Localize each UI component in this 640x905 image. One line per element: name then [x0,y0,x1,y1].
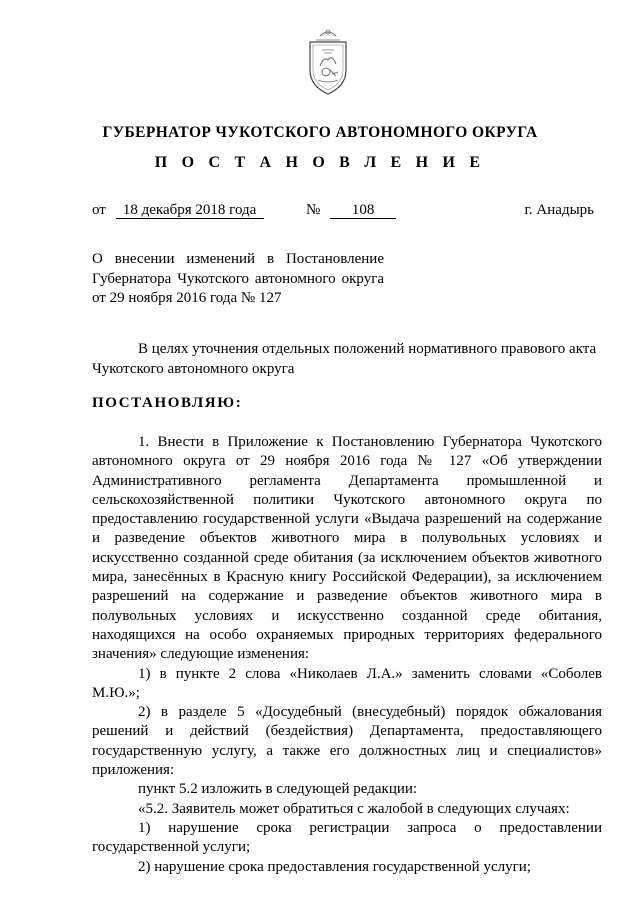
subject-block [92,250,384,309]
preamble [92,340,602,379]
subject-line-1: О внесении изменений в Постановление [92,251,384,267]
paragraph-5: «5.2. Заявитель может обратиться с жалобой в следующих случаях: [138,800,570,817]
preamble-line-2: Чукотского автономного округа [92,360,295,377]
document-body [92,433,602,877]
paragraph-3: 2) в разделе 5 «Досудебный (внесудебный) порядок обжалования решений и действий (бездействия) Департамента, предоставляющего государственную услугу, а также его должностных лиц и специалистов» приложения: [92,704,602,779]
paragraph-4: пункт 5.2 изложить в следующей редакции: [138,781,418,798]
resolve-heading: ПОСТАНОВЛЯЮ: [92,395,243,411]
subject-line-2: Губернатора Чукотского автономного округа [92,270,384,287]
paragraph-7: 2) нарушение срока предоставления государственной услуги; [138,858,531,875]
number-block [306,202,396,219]
preamble-line-1: В целях уточнения отдельных положений нормативного правового акта [138,341,597,357]
document-number: 108 [330,202,396,219]
paragraph-6: 1) нарушение срока регистрации запроса о предоставлении государственной услуги; [92,819,602,856]
paragraph-1: 1. Внести в Приложение к Постановлению Губернатора Чукотского автономного округа от 29 ноября 2016 года № 127 «Об утверждении Административного регламента Департамента промышленной и сельскохозяйственной политики Чукотского автономного округа по предоставлению государственной услуги «Выдача разрешений на содержание и разведение объектов животного мира в полувольных условиях и искусственно созданной среде обитания (за исключением объектов животного мира, занесённых в Красную книгу Российской Федерации), за исключением разрешений на содержание и разведение объектов животного мира в полувольных условиях и искусственно созданной среде обитания, находящихся на особо охраняемых природных территориях федерального значения» следующие изменения: [92,434,602,663]
document-date: 18 декабря 2018 года [116,202,264,219]
number-prefix: № [306,202,321,218]
paragraph-2: 1) в пункте 2 слова «Николаев Л.А.» заменить словами «Соболев М.Ю.»; [92,665,602,701]
date-block [92,202,264,219]
subject-line-3: от 29 ноября 2016 года № 127 [92,290,282,306]
city: г. Анадырь [524,202,594,218]
date-prefix: от [92,202,106,218]
coat-of-arms-icon [302,26,354,98]
document-type: П О С Т А Н О В Л Е Н И Е [154,154,486,171]
governor-title: ГУБЕРНАТОР ЧУКОТСКОГО АВТОНОМНОГО ОКРУГА [102,124,538,141]
